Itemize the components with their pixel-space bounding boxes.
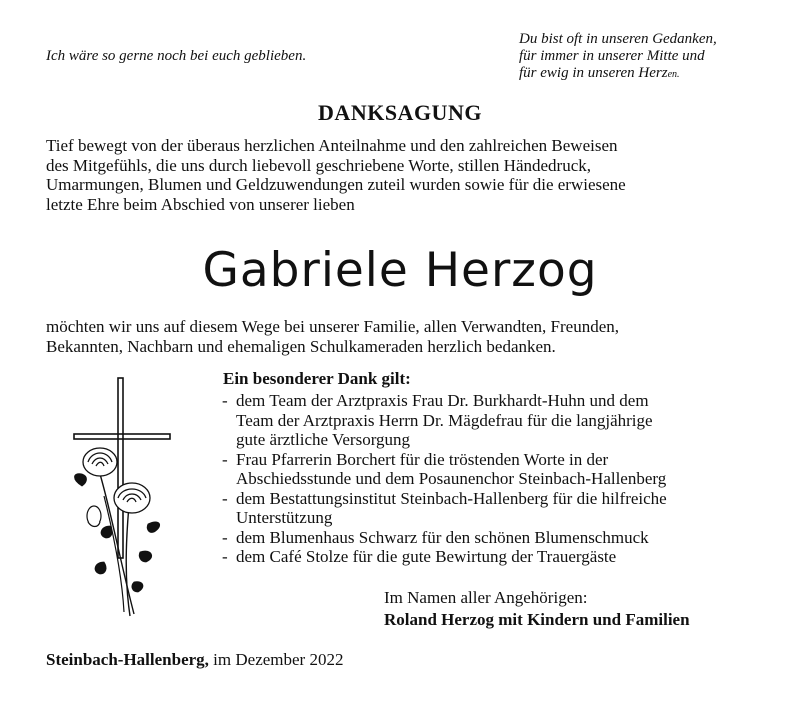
list-item-line: Unterstützung [236, 508, 333, 527]
quote-right-line-3-small: en. [667, 69, 680, 80]
intro-line: des Mitgefühls, die uns durch liebevoll geschriebene Worte, stillen Händedruck, [46, 155, 592, 175]
closing-paragraph [46, 317, 619, 356]
quote-right [519, 31, 717, 83]
signature-intro: Im Namen aller Angehörigen: [384, 588, 588, 607]
cross-with-roses-icon [64, 376, 174, 626]
place-town: Steinbach-Hallenberg, [46, 650, 209, 669]
list-item-line: - dem Café Stolze für die gute Bewirtung der Trauergäste [236, 547, 617, 566]
list-item [220, 391, 667, 450]
intro-line: letzte Ehre beim Abschied von unserer lieben [46, 194, 355, 214]
closing-line: möchten wir uns auf diesem Wege bei unserer Familie, allen Verwandten, Freunden, [46, 317, 620, 336]
intro-paragraph [46, 136, 746, 214]
list-item-line: Team der Arztpraxis Herrn Dr. Mägdefrau für die langjährige [236, 410, 653, 430]
place-date-text: im Dezember 2022 [213, 650, 344, 669]
page-title: DANKSAGUNG [318, 100, 482, 125]
place-date [46, 650, 343, 670]
list-item [220, 450, 667, 489]
quote-right-line-3-main: für ewig in unseren Herz [519, 65, 668, 81]
list-item [220, 528, 667, 548]
list-item-line: gute ärztliche Versorgung [236, 430, 411, 449]
list-item-line: Abschiedsstunde und dem Posaunenchor Steinbach-Hallenberg [236, 469, 667, 488]
special-thanks-heading: Ein besonderer Dank gilt: [223, 369, 411, 388]
list-item-line: - Frau Pfarrerin Borchert für die tröstenden Worte in der [236, 449, 609, 469]
quote-right-line-1: Du bist oft in unseren Gedanken, [519, 31, 717, 47]
list-item-line: - dem Blumenhaus Schwarz für den schönen Blumenschmuck [236, 527, 649, 547]
list-item [220, 489, 667, 528]
quote-right-line-3 [519, 65, 717, 83]
intro-line: Umarmungen, Blumen und Geldzuwendungen zuteil wurden sowie für die erwiesene [46, 175, 626, 194]
special-thanks-list [220, 391, 667, 567]
quote-right-line-2: für immer in unserer Mitte und [519, 48, 705, 64]
list-item [220, 547, 667, 567]
deceased-name: Gabriele Herzog [202, 243, 598, 298]
list-item-line: - dem Bestattungsinstitut Steinbach-Hallenberg für die hilfreiche [236, 488, 667, 508]
closing-line: Bekannten, Nachbarn und ehemaligen Schulkameraden herzlich bedanken. [46, 336, 556, 356]
intro-line: Tief bewegt von der überaus herzlichen Anteilnahme und den zahlreichen Beweisen [46, 136, 618, 155]
signature-names: Roland Herzog mit Kindern und Familien [384, 610, 690, 629]
list-item-line: - dem Team der Arztpraxis Frau Dr. Burkhardt-Huhn und dem [236, 391, 649, 410]
quote-left: Ich wäre so gerne noch bei euch geblieben. [46, 48, 307, 64]
